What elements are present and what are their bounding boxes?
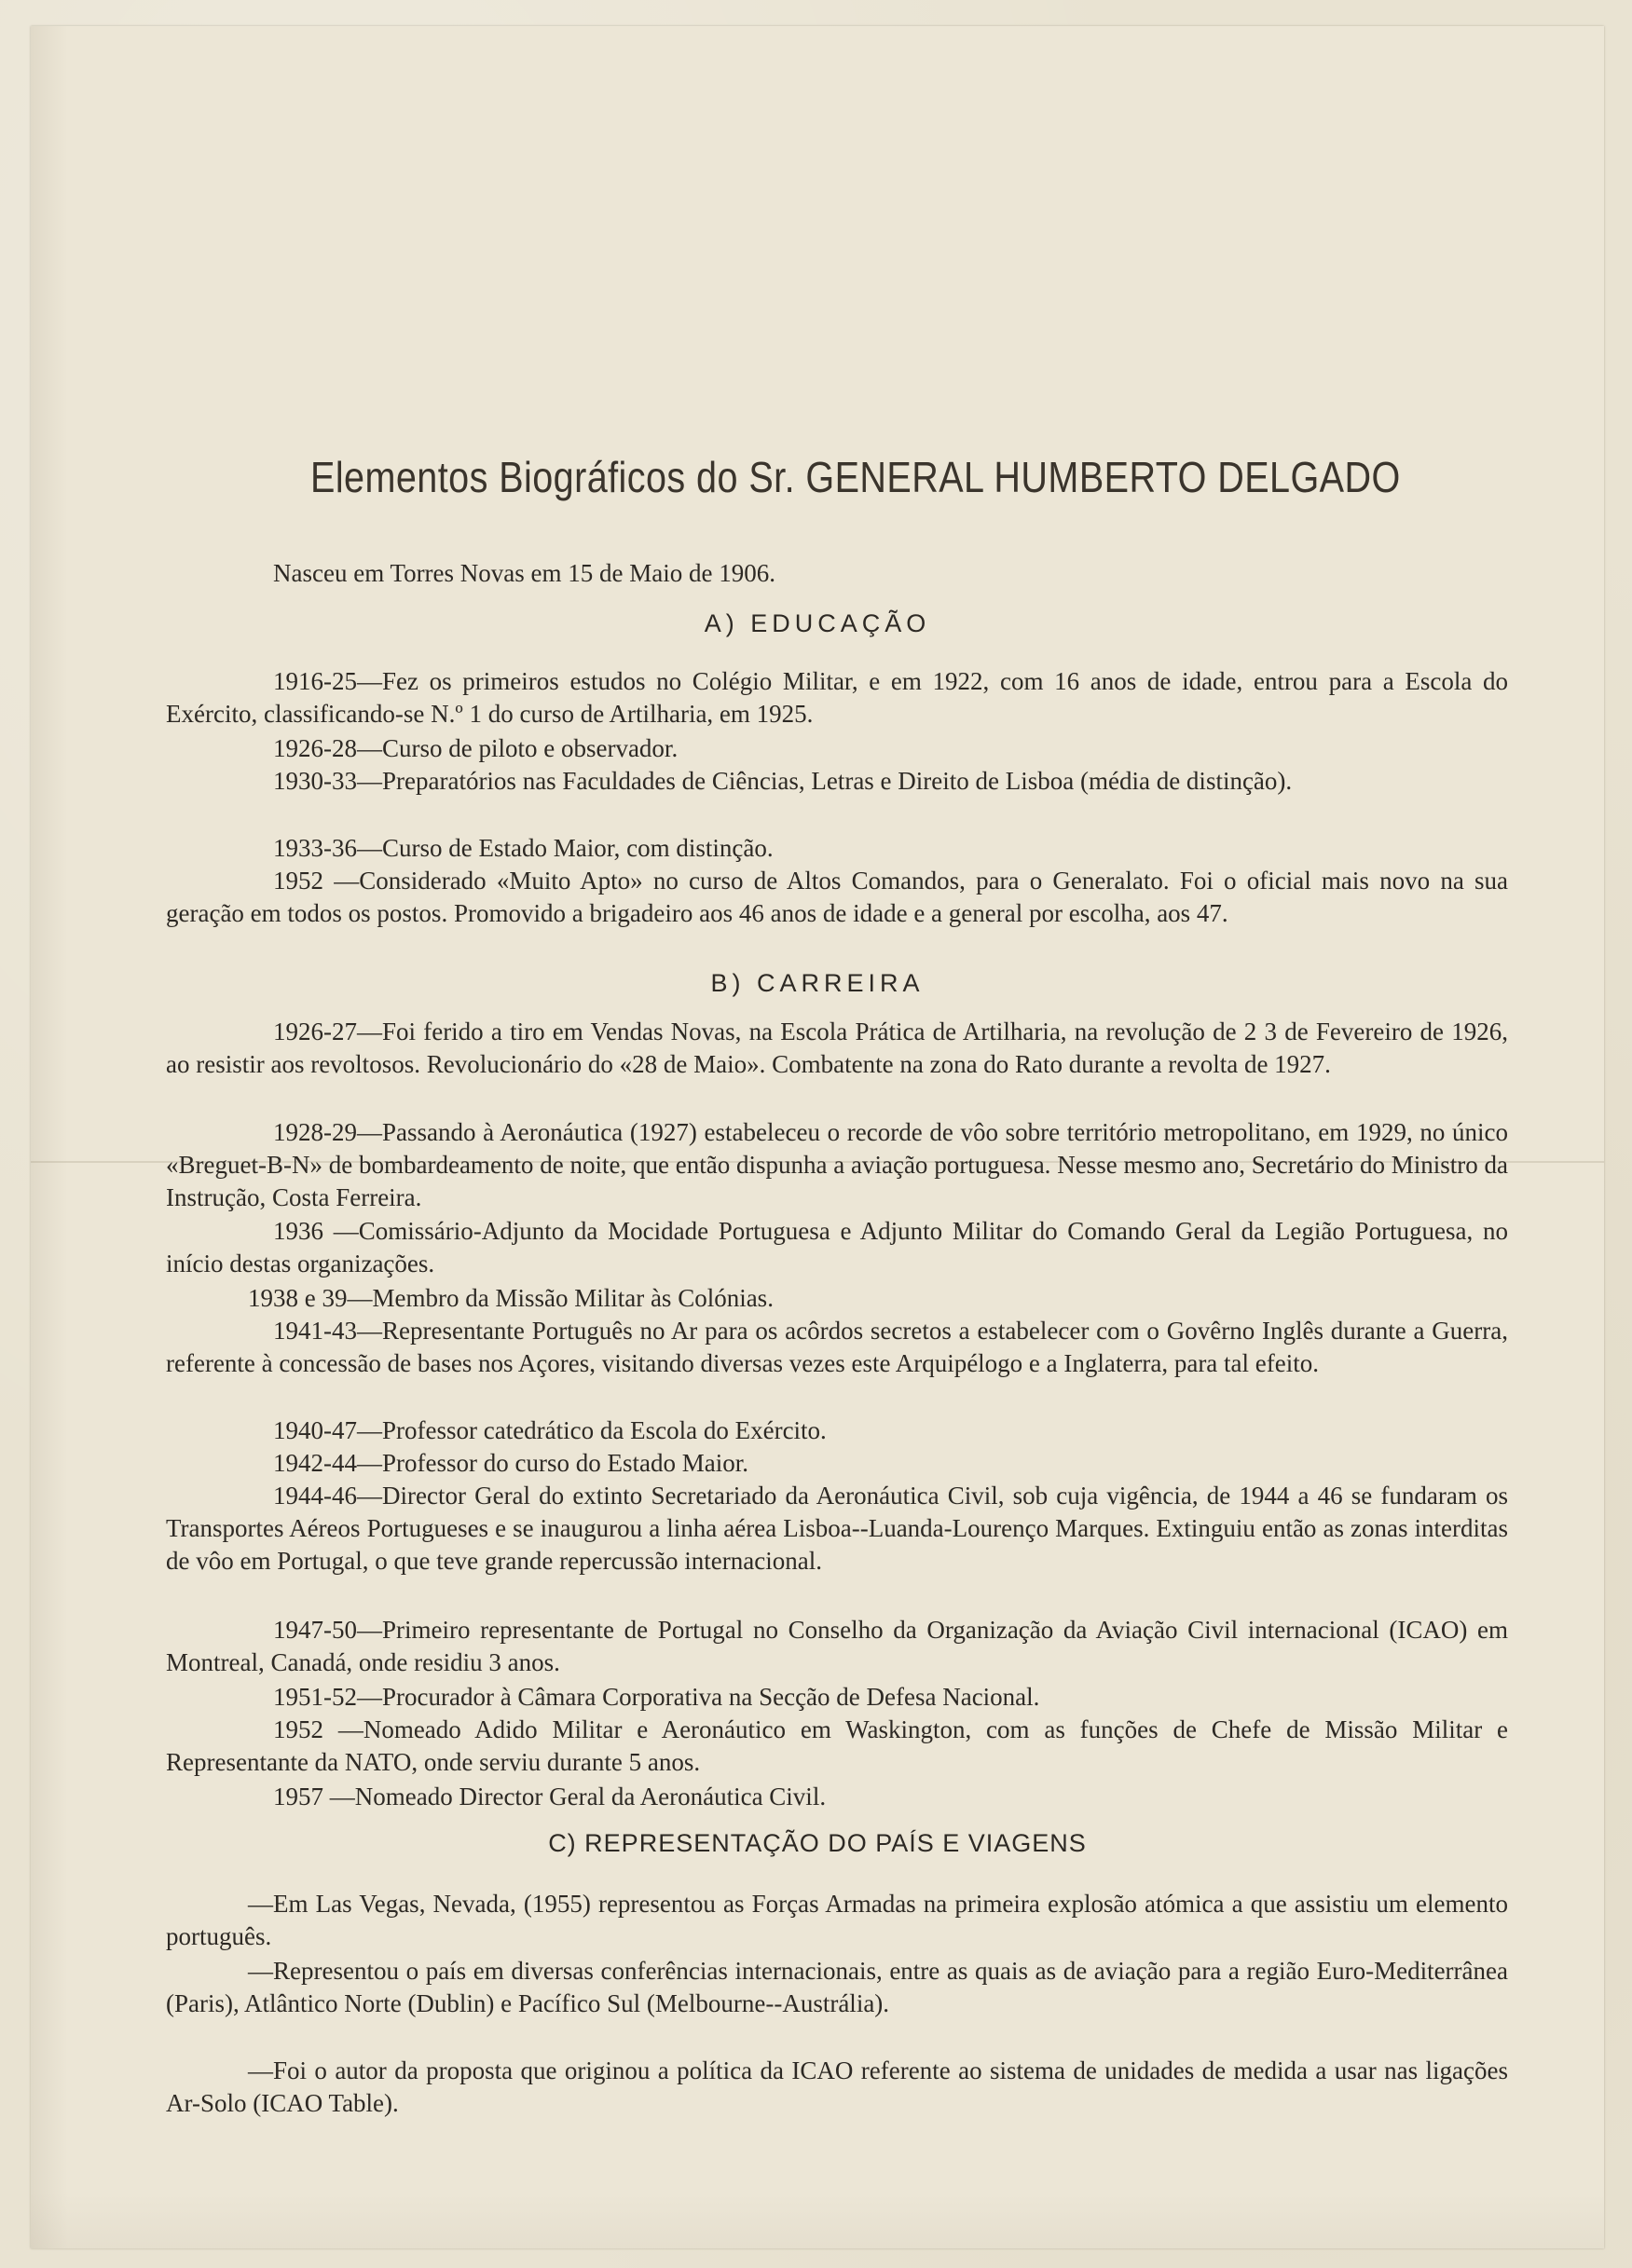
carreira-entry: 1942-44—Professor do curso do Estado Maior. [273, 1449, 748, 1477]
educacao-entry: 1916-25—Fez os primeiros estudos no Colégio Militar, e em 1922, com 16 anos de idade, entrou para a Escola do Exército, classificando-se N.º 1 do curso de Artilharia, em 1925. [166, 667, 1508, 728]
carreira-entry: 1941-43—Representante Português no Ar para os acôrdos secretos a estabelecer com o Govêrno Inglês durante a Guerra, referente à concessão de bases nos Açores, visitando diversas vezes este Arquipélogo e a Inglaterra, para tal efeito. [166, 1317, 1508, 1377]
carreira-entry: 1952 —Nomeado Adido Militar e Aeronáutico em Waskington, com as funções de Chefe de Missão Militar e Representante da NATO, onde serviu durante 5 anos. [166, 1715, 1508, 1776]
carreira-entry: 1936 —Comissário-Adjunto da Mocidade Portuguesa e Adjunto Militar do Comando Geral da Legião Portuguesa, no início destas organizações. [166, 1217, 1508, 1277]
birth-intro: Nasceu em Torres Novas em 15 de Maio de 1906. [273, 559, 775, 587]
carreira-entry: 1957 —Nomeado Director Geral da Aeronáutica Civil. [273, 1783, 827, 1810]
carreira-entry: 1944-46—Director Geral do extinto Secretariado da Aeronáutica Civil, sob cuja vigência, de 1944 a 46 se fundaram os Transportes Aéreos Portugueses e se inaugurou a linha aérea Lisboa--Luanda-Lourenço Marques. Extinguiu então as zonas interditas de vôo em Portugal, o que teve grande repercussão internacional. [166, 1482, 1508, 1575]
carreira-entry: 1947-50—Primeiro representante de Portugal no Conselho da Organização da Aviação Civil internacional (ICAO) em Montreal, Canadá, onde residiu 3 anos. [166, 1616, 1508, 1676]
section-heading-representacao: C) REPRESENTAÇÃO DO PAÍS E VIAGENS [548, 1829, 1087, 1857]
carreira-entry: 1951-52—Procurador à Câmara Corporativa na Secção de Defesa Nacional. [273, 1683, 1040, 1711]
educacao-entry: 1926-28—Curso de piloto e observador. [273, 734, 679, 762]
representacao-entry: —Foi o autor da proposta que originou a política da ICAO referente ao sistema de unidades de medida a usar nas ligações Ar-Solo (ICAO Table). [166, 2056, 1508, 2117]
educacao-entry: 1930-33—Preparatórios nas Faculdades de Ciências, Letras e Direito de Lisboa (média de distinção). [273, 767, 1293, 795]
carreira-entry: 1928-29—Passando à Aeronáutica (1927) estabeleceu o recorde de vôo sobre território metropolitano, em 1929, no único «Breguet-B-N» de bombardeamento de noite, que então dispunha a aviação portuguesa. Nesse mesmo ano, Secretário do Ministro da Instrução, Costa Ferreira. [166, 1118, 1508, 1211]
document-page [31, 26, 1604, 2248]
carreira-entry: 1940-47—Professor catedrático da Escola do Exército. [273, 1416, 827, 1444]
carreira-entry: 1926-27—Foi ferido a tiro em Vendas Novas, na Escola Prática de Artilharia, na revolução de 2 3 de Fevereiro de 1926, ao resistir aos revoltosos. Revolucionário do «28 de Maio». Combatente na zona do Rato durante a revolta de 1927. [166, 1018, 1508, 1078]
educacao-entry: 1952 —Considerado «Muito Apto» no curso de Altos Comandos, para o Generalato. Foi o oficial mais novo na sua geração em todos os postos. Promovido a brigadeiro aos 46 anos de idade e a general por escolha, aos 47. [166, 867, 1508, 927]
representacao-entry: —Representou o país em diversas conferências internacionais, entre as quais as de aviação para a região Euro-Mediterrânea (Paris), Atlântico Norte (Dublin) e Pacífico Sul (Melbourne--Austrália). [166, 1957, 1508, 2017]
section-heading-carreira: B) CARREIRA [710, 969, 925, 997]
document-title: Elementos Biográficos do Sr. GENERAL HUMBERTO DELGADO [310, 453, 1401, 501]
section-heading-educacao: A) EDUCAÇÃO [704, 609, 931, 637]
educacao-entry: 1933-36—Curso de Estado Maior, com distinção. [273, 834, 774, 862]
representacao-entry: —Em Las Vegas, Nevada, (1955) representou as Forças Armadas na primeira explosão atómica a que assistiu um elemento português. [166, 1890, 1508, 1950]
carreira-entry: 1938 e 39—Membro da Missão Militar às Colónias. [248, 1284, 774, 1312]
